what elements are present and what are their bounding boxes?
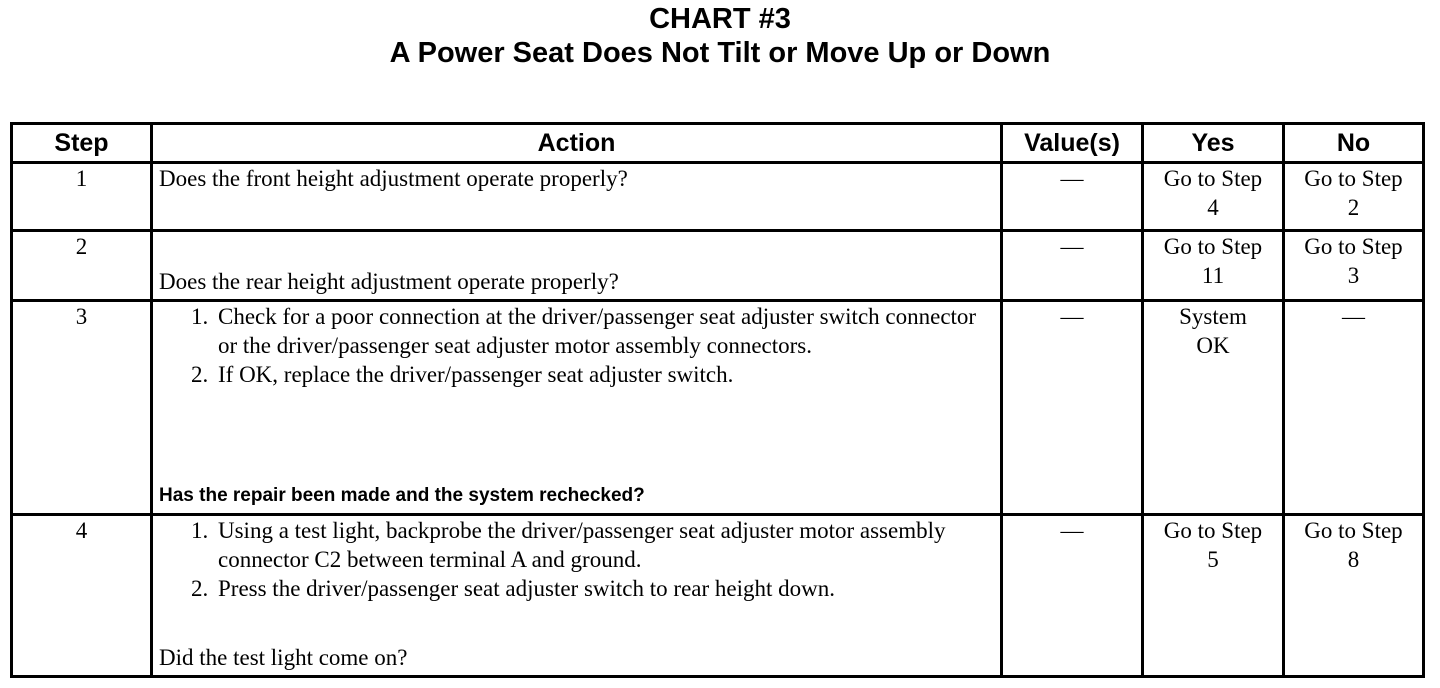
table-row	[12, 163, 1424, 231]
yes-line: Go to Step	[1163, 166, 1263, 191]
table-row	[12, 301, 1424, 515]
step-number: 2	[12, 231, 152, 301]
table-row	[12, 231, 1424, 301]
header-row	[12, 124, 1424, 163]
header-yes: Yes	[1143, 124, 1284, 163]
chart-title: CHART #3	[649, 3, 791, 35]
yes-cell	[1143, 301, 1284, 515]
value-cell: —	[1002, 163, 1143, 231]
no-step: 3	[1347, 263, 1360, 288]
yes-line: Go to Step	[1163, 234, 1263, 259]
question-text: Has the repair been made and the system rechecked?	[159, 485, 645, 506]
action-item: 1. Check for a poor connection at the driver/passenger seat adjuster switch connector or the driver/passenger seat adjuster motor assembly connectors.	[214, 302, 994, 360]
yes-line: Go to Step	[1163, 518, 1263, 543]
no-step: 8	[1347, 547, 1360, 572]
header-step: Step	[12, 124, 152, 163]
yes-cell	[1143, 515, 1284, 677]
no-cell	[1284, 515, 1424, 677]
header-values: Value(s)	[1002, 124, 1143, 163]
action-list	[159, 302, 994, 389]
question-text: Does the rear height adjustment operate properly?	[159, 269, 619, 294]
action-cell	[152, 301, 1002, 515]
step-number: 4	[12, 515, 152, 677]
yes-line: System	[1179, 304, 1247, 329]
step-number: 3	[12, 301, 152, 515]
question-text: Did the test light come on?	[159, 645, 408, 670]
yes-cell	[1143, 231, 1284, 301]
value-cell: —	[1002, 301, 1143, 515]
yes-result: OK	[1196, 333, 1230, 358]
value-cell: —	[1002, 515, 1143, 677]
action-cell	[152, 231, 1002, 301]
question-text: Does the front height adjustment operate properly?	[159, 166, 628, 191]
step-number: 1	[12, 163, 152, 231]
action-cell	[152, 515, 1002, 677]
chart-subtitle: A Power Seat Does Not Tilt or Move Up or Down	[389, 37, 1051, 69]
header-no: No	[1284, 124, 1424, 163]
action-list	[159, 516, 994, 603]
yes-cell	[1143, 163, 1284, 231]
no-line: —	[1342, 304, 1365, 329]
yes-step: 4	[1207, 195, 1219, 220]
action-item: 2. Press the driver/passenger seat adjuster switch to rear height down.	[214, 574, 994, 603]
value-cell: —	[1002, 231, 1143, 301]
no-line: Go to Step	[1304, 518, 1403, 543]
action-cell	[152, 163, 1002, 231]
action-item: 1. Using a test light, backprobe the driver/passenger seat adjuster motor assembly connector C2 between terminal A and ground.	[214, 516, 994, 574]
no-step: 2	[1347, 195, 1360, 220]
diagnostic-table	[10, 122, 1425, 678]
no-line: Go to Step	[1304, 166, 1403, 191]
yes-step: 11	[1201, 263, 1225, 288]
header-action: Action	[152, 124, 1002, 163]
chart-heading	[0, 2, 1440, 70]
no-cell	[1284, 301, 1424, 515]
no-line: Go to Step	[1304, 234, 1403, 259]
table-row	[12, 515, 1424, 677]
action-item: 2. If OK, replace the driver/passenger seat adjuster switch.	[214, 360, 994, 389]
no-cell	[1284, 163, 1424, 231]
yes-step: 5	[1207, 547, 1219, 572]
no-cell	[1284, 231, 1424, 301]
